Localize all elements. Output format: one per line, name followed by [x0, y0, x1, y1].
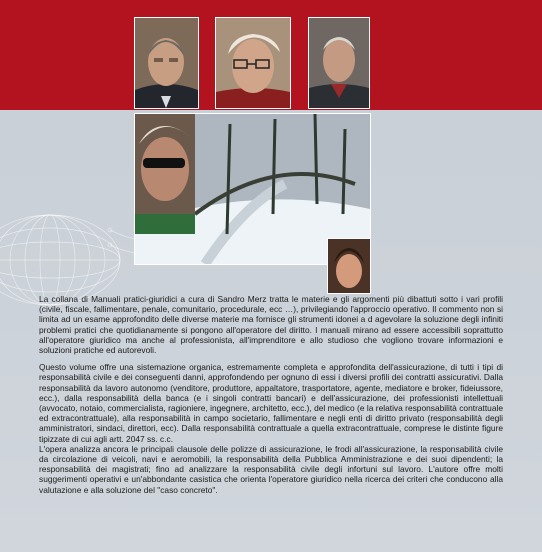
description-paragraph-volume: Questo volume offre una sistemazione organica, estremamente completa e approfondita dell'assicurazione, di tutti i tipi di responsabilità civile e dei conseguenti danni, approfondendo per ognuno di essi i diversi profili dei contratti assicurativi. Dalla responsabilità da lavoro autonomo (venditore, produttore, appaltatore, trasportatore, agente, mediatore e broker, fideiussore, ecc.), dalla responsabilità della banca (e i singoli contratti bancari) e dell'assicurazione, dei professionisti intellettuali (avvocato, notaio, commercialista, ragioniere, ingegnere, architetto, ecc.), del medico (e la relativa responsabilità contrattuale ed extracontrattuale), alla responsabilità in campo societario, fallimentare e negli enti di diritto privato (responsabilità degli amministratori, sindaci, direttori, ecc). Dalla responsabilità contrattuale a quella extracontrattuale, comprese le distinte figure tipizzate di cui agli artt. 2047 ss. c.c.	[39, 362, 503, 444]
description-paragraph-analysis: L'opera analizza ancora le principali clausole delle polizze di assicurazione, le frodi all'assicurazione, la responsabilità civile da circolazione di veicoli, navi e aeromobili, la responsabilità della Pubblica Amministrazione e dei suoi dipendenti; la responsabilità dei magistrati; fino ad analizzare la responsabilità civile degli infortuni sul lavoro. L'autore offre molti suggerimenti operativi e un'abbondante casistica che orienta l'operatore giuridico nella ricerca dei criteri che conducono alla valutazione e alla soluzione del "caso concreto".	[39, 443, 503, 495]
author-portrait-3	[308, 17, 370, 109]
author-portrait-1	[134, 17, 199, 109]
book-description	[39, 294, 503, 495]
girl-portrait	[327, 238, 371, 294]
author-portrait-2	[215, 17, 291, 109]
description-paragraph-series: La collana di Manuali pratici-giuridici a cura di Sandro Merz tratta le materie e gli argomenti più dibattuti sotto i vari profili (civile, fiscale, fallimentare, penale, comunitario, procedurale, ecc …), privilegiando l'approccio operativo. Il commento non si limita ad un esame approfondito delle diverse materie ma fornisce gli strumenti idonei a d agevolare la soluzione degli infiniti problemi pratici che quotidianamente si pongono all'operatore del diritto. I manuali mirano ad essere accessibili soprattutto all'operatore giuridico ma anche al professionista, all'imprenditore e allo studioso che vogliono trovare informazioni e soluzioni pratiche ed autorevoli.	[39, 294, 503, 356]
